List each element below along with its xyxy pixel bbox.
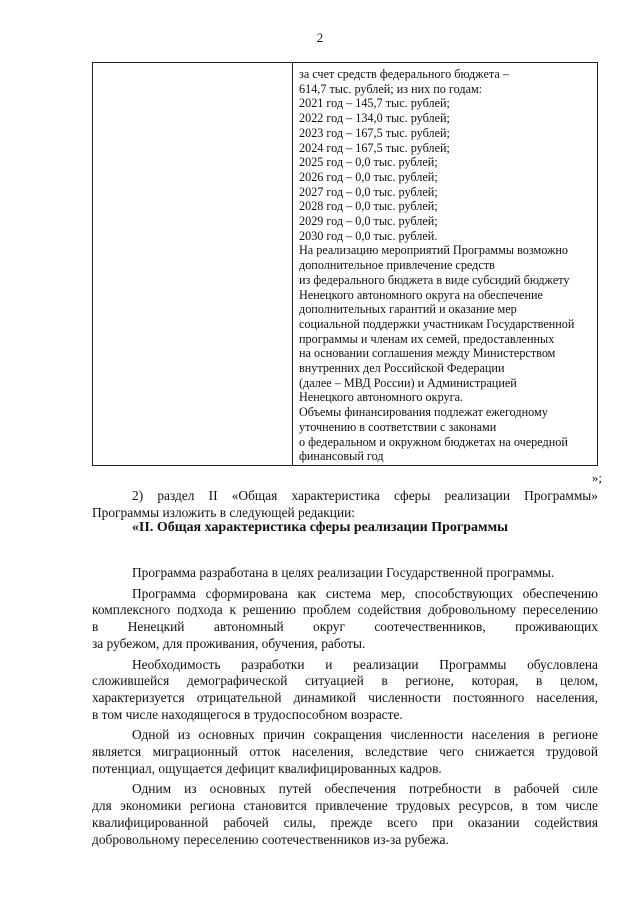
table-cell-line: 2028 год – 0,0 тыс. рублей; <box>299 199 438 214</box>
paragraph-line: Программа разработана в целях реализации Государственной программы. <box>132 565 555 580</box>
table-cell-line: Ненецкого автономного округа. <box>299 390 464 405</box>
table-cell-line: 2024 год – 167,5 тыс. рублей; <box>299 140 450 155</box>
table-cell-line: финансовый год <box>299 449 384 464</box>
table-cell-line: (далее – МВД России) и Администрацией <box>299 375 517 390</box>
table-cell-line: уточнению в соответствии с законами <box>299 419 497 434</box>
paragraph-line: характеризуется отрицательной динамикой численности постоянного населения, <box>92 689 598 705</box>
paragraph-line: потенциал, ощущается дефицит квалифицированных кадров. <box>92 760 442 776</box>
paragraph <box>92 586 598 653</box>
financing-cell-text <box>299 67 593 464</box>
table-cell-line: 2025 год – 0,0 тыс. рублей; <box>299 155 438 170</box>
table-cell-line: 2023 год – 167,5 тыс. рублей; <box>299 125 450 140</box>
table-cell-line: 2027 год – 0,0 тыс. рублей; <box>299 184 438 199</box>
table-cell-line: 2022 год – 134,0 тыс. рублей; <box>299 111 450 126</box>
table-cell-line: внутренних дел Российской Федерации <box>299 361 505 376</box>
amendment-line-2: Программы изложить в следующей редакции: <box>92 505 355 520</box>
paragraph-line: для экономики региона становится привлечение трудовых ресурсов, в том числе <box>92 798 598 814</box>
closing-quote: »; <box>591 470 602 485</box>
amendment-line-1: 2) раздел II «Общая характеристика сферы реализации Программы» <box>132 488 598 503</box>
table-column-divider <box>292 63 293 465</box>
paragraph-line: добровольному переселению соотечественников из-за рубежа. <box>92 831 449 847</box>
paragraph <box>92 727 598 777</box>
section-heading: «II. Общая характеристика сферы реализации Программы <box>131 520 509 535</box>
table-cell-line: социальной поддержки участникам Государственной <box>299 316 575 331</box>
table-cell-line: 614,7 тыс. рублей; из них по годам: <box>299 81 483 96</box>
paragraph-line: Программа сформирована как система мер, способствующих обеспечению <box>132 585 598 601</box>
table-cell-line: 2026 год – 0,0 тыс. рублей; <box>299 169 438 184</box>
paragraph-line: Одной из основных причин сокращения численности населения в регионе <box>132 727 598 743</box>
table-cell-line: Ненецкого автономного округа на обеспечение <box>299 287 543 302</box>
page-number: 2 <box>316 30 324 45</box>
table-cell-line: о федеральном и окружном бюджетах на очередной <box>299 434 568 449</box>
table-cell-line: на основании соглашения между Министерством <box>299 346 556 361</box>
table-cell-line: Объемы финансирования подлежат ежегодному <box>299 405 548 420</box>
paragraph-line: сложившейся демографической ситуацией в регионе, которая, в целом, <box>92 673 598 689</box>
table-cell-line: из федерального бюджета в виде субсидий бюджету <box>299 272 570 287</box>
table-cell-line: 2021 год – 145,7 тыс. рублей; <box>299 96 450 111</box>
paragraph <box>92 657 598 724</box>
table-cell-line: дополнительных гарантий и оказание мер <box>299 302 517 317</box>
amendment-item-2 <box>92 487 598 521</box>
table-cell-line: дополнительное привлечение средств <box>299 258 495 273</box>
table-cell-line: На реализацию мероприятий Программы возможно <box>299 243 569 258</box>
table-cell-line: за счет средств федерального бюджета – <box>299 67 509 81</box>
paragraph-line: комплексного подхода к решению проблем содействия добровольному переселению <box>92 602 598 618</box>
table-cell-line: 2030 год – 0,0 тыс. рублей. <box>299 228 438 243</box>
table-cell-line: 2029 год – 0,0 тыс. рублей; <box>299 214 438 229</box>
paragraph-line: в Ненецкий автономный округ соотечественников, проживающих <box>92 619 598 635</box>
paragraph-line: квалифицированной рабочей силы, прежде всего при оказании содействия <box>92 814 598 830</box>
paragraph-line: Необходимость разработки и реализации Программы обусловлена <box>132 656 598 672</box>
paragraph <box>92 565 598 582</box>
paragraph <box>92 781 598 848</box>
financing-table <box>92 62 598 466</box>
paragraph-line: за рубежом, для проживания, обучения, работы. <box>92 635 366 651</box>
paragraph-line: является миграционный отток населения, вследствие чего снижается трудовой <box>92 744 598 760</box>
table-cell-line: программы и членам их семей, предоставленных <box>299 331 555 346</box>
paragraph-line: в том числе находящегося в трудоспособном возрасте. <box>92 706 403 722</box>
paragraph-line: Одним из основных путей обеспечения потребности в рабочей силе <box>132 781 598 797</box>
section-body <box>92 565 598 852</box>
